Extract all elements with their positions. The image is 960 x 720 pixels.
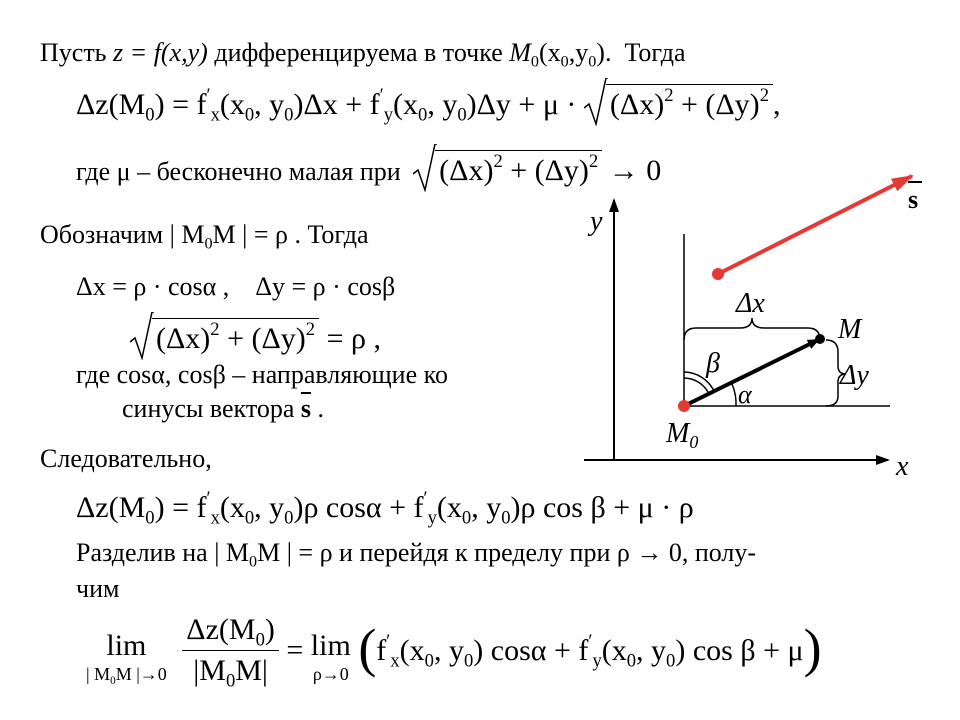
f1-sqrt-a: (Δx) xyxy=(609,88,665,121)
vector-s-label: $\overline{s}$ xyxy=(300,394,312,423)
divide-b: M | = ρ и перейдя к пределу при ρ → 0, полу- xyxy=(257,538,757,567)
f2-t1-sub1: 0 xyxy=(284,507,294,529)
f1-term1: (x xyxy=(219,88,245,121)
delta-y-label: Δy xyxy=(840,360,869,391)
rhs-sub1: 0 xyxy=(463,650,474,672)
f1-sqrt xyxy=(584,84,773,123)
rho-formula xyxy=(130,318,381,357)
f1-sqrt-b: + (Δy) xyxy=(673,88,760,121)
rhs-c: ) cosα + f xyxy=(473,634,589,667)
delta-line xyxy=(76,272,395,302)
denote-sub: 0 xyxy=(204,235,213,253)
intro-line xyxy=(40,38,686,71)
rhs-sub0: 0 xyxy=(424,650,434,672)
rhs-prime-x: ′ xyxy=(386,630,391,652)
f1-fx-prime: ′ xyxy=(206,84,211,106)
f1-sqrt-exp: 2 xyxy=(664,84,674,106)
f1-term1-sub1: 0 xyxy=(284,104,294,126)
limit-rhs xyxy=(358,618,822,678)
f2-t2-end: )ρ cos β + μ · ρ xyxy=(510,491,694,524)
f2-t2-sub1: 0 xyxy=(501,507,511,529)
f2-t1-mid: , y xyxy=(254,491,285,524)
radical-icon xyxy=(130,312,154,360)
alpha-label: α xyxy=(738,380,752,409)
rhs-e: ) cos β + μ xyxy=(675,634,804,667)
f2-t1-end: )ρ cosα + f xyxy=(293,491,424,524)
divide-line-1 xyxy=(76,538,757,571)
radical-icon xyxy=(413,144,437,192)
beta-label: β xyxy=(706,348,720,379)
lim2-word: lim xyxy=(310,629,351,662)
rho-tail: = ρ , xyxy=(326,322,381,355)
lim-under-sub: 0 xyxy=(110,674,116,687)
rhs-sub2: 0 xyxy=(626,650,637,672)
equals-sign: = xyxy=(286,633,304,667)
vector-s xyxy=(718,176,912,274)
y-axis-label: y xyxy=(590,206,603,237)
delta-x-expr: Δx = ρ · cosα , xyxy=(76,272,230,301)
denote-line xyxy=(40,220,369,253)
rhs-d: (x xyxy=(601,634,627,667)
f2-lhs: Δz(M xyxy=(76,491,146,524)
f1-term1-mid: , y xyxy=(254,88,285,121)
where-sqrt-a: (Δx) xyxy=(439,154,494,187)
f2-t1-sub0: 0 xyxy=(244,507,255,529)
delta-x-brace xyxy=(684,318,820,340)
rho-sqrt-a: (Δx) xyxy=(156,322,211,355)
f1-term1-end: )Δx + f xyxy=(293,88,380,121)
rhs-mid2: , y xyxy=(636,634,667,667)
rho-sqrt-b: + (Δy) xyxy=(219,322,306,355)
f1-lhs: Δz(M xyxy=(76,88,146,121)
f1-term2-sub0: 0 xyxy=(418,104,428,126)
where-text: где μ – бесконечно малая при xyxy=(76,157,401,186)
f1-comma: , xyxy=(772,88,781,121)
lim-under-b: M |→0 xyxy=(115,664,167,684)
args-sub0: 0 xyxy=(560,53,569,71)
f1-sqrt-exp2: 2 xyxy=(759,84,769,106)
rho-sqrt-exp2: 2 xyxy=(305,318,316,340)
formula-limit xyxy=(86,612,822,692)
f1-fx-sub: x xyxy=(210,104,220,126)
rhs-sub3: 0 xyxy=(666,650,676,672)
f1-term1-sub0: 0 xyxy=(244,104,255,126)
lim2-under: ρ→0 xyxy=(312,664,349,684)
f2-fy-sub: y xyxy=(427,507,437,529)
intro-prefix: Пусть xyxy=(40,38,114,67)
then-word: Тогда xyxy=(624,38,686,67)
direction-diagram xyxy=(570,160,950,490)
cos-text-2a: синусы вектора xyxy=(122,394,301,423)
num-a: Δz(M xyxy=(186,613,256,646)
cos-text-2 xyxy=(122,394,324,424)
f1-term2-mid: , y xyxy=(427,88,458,121)
lim-under-a: | M xyxy=(86,664,111,684)
alpha-arc xyxy=(732,384,736,406)
f2-fx-sub: x xyxy=(210,507,220,529)
x-axis-label: x xyxy=(896,451,909,482)
lim-left xyxy=(86,628,167,687)
rhs-b: (x xyxy=(399,634,425,667)
f2-prime-y: ′ xyxy=(423,487,428,509)
function-expr: z = f(x,y) xyxy=(113,38,208,67)
rhs-prime-y: ′ xyxy=(588,630,593,652)
divide-sub: 0 xyxy=(249,553,258,571)
den-sub: 0 xyxy=(225,670,236,692)
den-end: M| xyxy=(235,654,268,687)
formula-increment xyxy=(76,84,781,126)
point-sub: 0 xyxy=(530,53,539,71)
limit-fraction xyxy=(182,612,279,692)
rho-sqrt xyxy=(130,318,319,357)
args-comma: ,y xyxy=(568,38,589,67)
vector-s-label-diagram: s xyxy=(908,185,919,214)
num-sub: 0 xyxy=(255,629,265,651)
formula-with-rho xyxy=(76,487,694,529)
rhs-a: f xyxy=(376,634,387,667)
f2-lhs-end: ) = f xyxy=(154,491,207,524)
where-sqrt-b: + (Δy) xyxy=(502,154,589,187)
lim-word: lim xyxy=(106,629,147,662)
vector-s-start xyxy=(712,268,724,280)
radical-icon xyxy=(584,78,608,126)
f1-term2: (x xyxy=(393,88,419,121)
f1-fy-sub: y xyxy=(383,104,394,126)
denote-a: Обозначим | M xyxy=(40,220,205,249)
hence-line: Следовательно, xyxy=(40,444,212,473)
lim-under xyxy=(86,664,167,687)
delta-x-label: Δx xyxy=(736,288,765,319)
where-sqrt-exp: 2 xyxy=(493,150,503,172)
delta-y-expr: Δy = ρ · cosβ xyxy=(255,272,396,301)
f2-t2: (x xyxy=(436,491,462,524)
f2-t2-mid: , y xyxy=(471,491,502,524)
f1-lhs-end: ) = f xyxy=(154,88,207,121)
cos-text-1: где cosα, cosβ – направляющие ко xyxy=(76,360,448,389)
point-m0 xyxy=(678,400,690,412)
f1-term2-end: )Δy + μ · xyxy=(466,88,577,121)
rhs-fy-sub: y xyxy=(592,650,602,672)
f2-lhs-sub: 0 xyxy=(145,507,155,529)
where-tail: → 0 xyxy=(608,154,662,187)
where-sqrt-exp2: 2 xyxy=(588,150,599,172)
f1-term2-sub1: 0 xyxy=(457,104,467,126)
lim-right xyxy=(311,628,351,684)
f2-prime-x: ′ xyxy=(206,487,211,509)
point-m: M xyxy=(509,38,531,67)
f2-t2-sub0: 0 xyxy=(461,507,472,529)
args-sub1: 0 xyxy=(588,53,597,71)
denote-b: M | = ρ . Тогда xyxy=(212,220,369,249)
num-end: ) xyxy=(264,613,275,646)
args-end: ). xyxy=(596,38,612,67)
f2-t1: (x xyxy=(219,491,245,524)
divide-line-2: чим xyxy=(76,574,120,603)
point-m-label: M xyxy=(838,314,862,345)
intro-mid: дифференцируема в точке xyxy=(207,38,510,67)
f1-fy-prime: ′ xyxy=(379,84,384,106)
fraction-den xyxy=(182,651,279,692)
rhs-mid: , y xyxy=(433,634,464,667)
fraction-num xyxy=(182,612,279,651)
rhs-fx-sub: x xyxy=(390,650,400,672)
right-paren: ) xyxy=(803,618,822,678)
den-a: |M xyxy=(193,654,226,687)
args-open: (x xyxy=(538,38,561,67)
point-m0-label: $M_0$ xyxy=(666,418,699,452)
divide-a: Разделив на | M xyxy=(76,538,250,567)
left-paren: ( xyxy=(358,618,377,678)
rho-sqrt-exp: 2 xyxy=(210,318,220,340)
f1-lhs-sub: 0 xyxy=(145,104,155,126)
cos-text-2-end: . xyxy=(311,394,325,423)
